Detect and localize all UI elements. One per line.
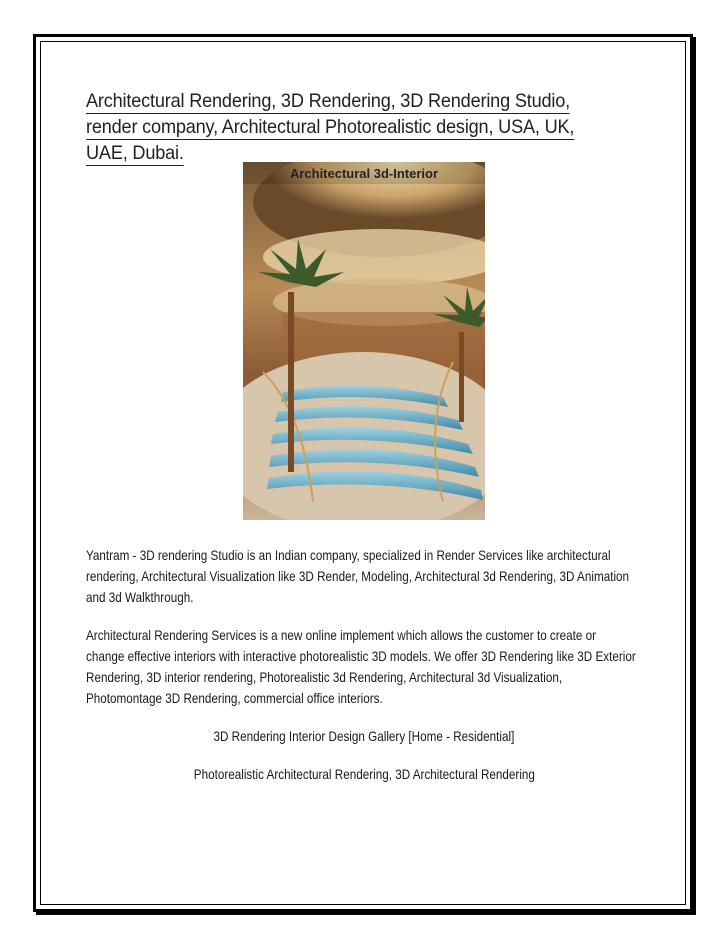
image-caption: Architectural 3d-Interior [289, 166, 439, 181]
interior-rendering-image [243, 162, 485, 520]
gallery-link-text[interactable]: 3D Rendering Interior Design Gallery [Home - Residential] [213, 729, 515, 744]
paragraph-services: Architectural Rendering Services is a new online implement which allows the customer to create or change effective interiors with interactive photorealistic 3D models. We offer 3D Rendering like 3D Exterior Rendering, 3D interior rendering, Photorealistic 3d Rendering, Architectural 3d Visualization, Photomontage 3D Rendering, commercial office interiors. [86, 628, 636, 706]
gallery-link[interactable] [86, 727, 642, 747]
rendering-link[interactable] [86, 765, 642, 785]
document-title-text: Architectural Rendering, 3D Rendering, 3D Rendering Studio, render company, Architectural Photorealistic design, USA, UK, UAE, Dubai. [86, 90, 575, 164]
paragraph-intro: Yantram - 3D rendering Studio is an Indian company, specialized in Render Services like architectural rendering, Architectural Visualization like 3D Render, Modeling, Architectural 3d Rendering, 3D Animation and 3d Walkthrough. [86, 548, 630, 605]
document-title [86, 88, 616, 166]
rendering-link-text[interactable]: Photorealistic Architectural Rendering, 3D Architectural Rendering [193, 767, 535, 782]
